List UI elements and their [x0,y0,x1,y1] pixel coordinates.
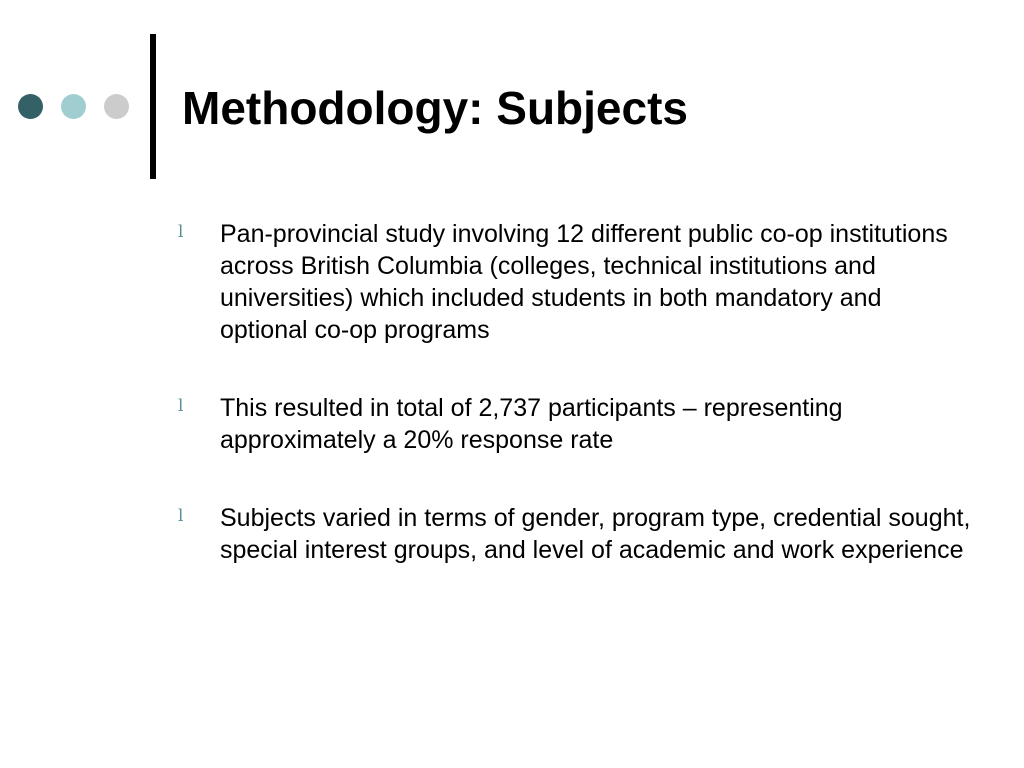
title-divider [150,34,156,179]
bullet-text: Subjects varied in terms of gender, program type, credential sought, special interest groups, and level of academic and work experience [220,504,971,564]
decor-dot-light [61,94,86,119]
bullet-marker-icon: l [178,396,184,416]
bullet-item [174,502,974,566]
decor-dot-gray [104,94,129,119]
bullet-marker-icon: l [178,506,184,526]
page-title: Methodology: Subjects [182,82,688,134]
bullet-text: This resulted in total of 2,737 participants – representing approximately a 20% response rate [220,394,843,454]
bullet-item [174,392,974,456]
bullet-text: Pan-provincial study involving 12 different public co-op institutions across British Columbia (colleges, technical institutions and universities) which included students in both mandatory and optional co-op programs [220,220,948,344]
bullet-list [174,218,974,612]
bullet-item [174,218,974,346]
bullet-marker-icon: l [178,222,184,242]
decor-dot-dark [18,94,43,119]
